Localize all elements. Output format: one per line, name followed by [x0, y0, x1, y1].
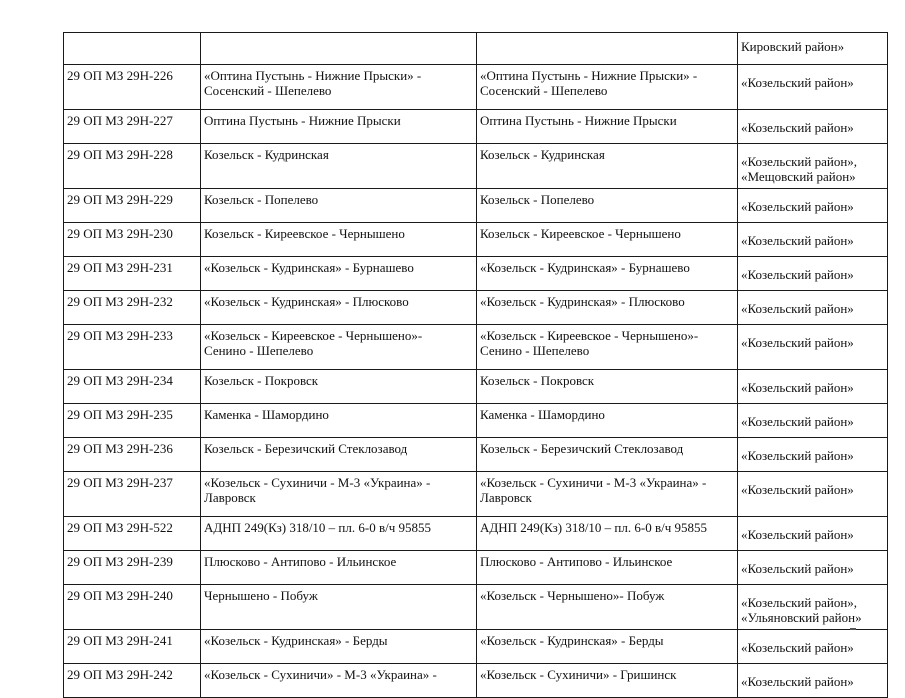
header-cell-desc [477, 33, 738, 65]
cell-name: «Оптина Пустынь - Нижние Прыски» - Сосенский - Шепелево [201, 65, 477, 110]
table-row [64, 664, 888, 698]
cell-description: «Козельск - Чернышено»- Побуж [477, 585, 738, 630]
cell-district: «Козельский район» [738, 257, 888, 291]
cell-code: 29 ОП МЗ 29Н-240 [64, 585, 201, 630]
table-row [64, 65, 888, 110]
cell-name: Каменка - Шамордино [201, 404, 477, 438]
cell-description: «Козельск - Сухиничи» - Гришинск [477, 664, 738, 698]
cell-district: «Козельский район» [738, 291, 888, 325]
cell-code: 29 ОП МЗ 29Н-227 [64, 110, 201, 144]
table-row [64, 223, 888, 257]
cell-code: 29 ОП МЗ 29Н-522 [64, 517, 201, 551]
cell-name: Чернышено - Побуж [201, 585, 477, 630]
cell-district: «Козельский район» [738, 370, 888, 404]
cell-name: «Козельск - Киреевское - Чернышено»- Сенино - Шепелево [201, 325, 477, 370]
cell-description: АДНП 249(Кз) 318/10 – пл. 6-0 в/ч 95855 [477, 517, 738, 551]
cell-code: 29 ОП МЗ 29Н-234 [64, 370, 201, 404]
cell-name: Оптина Пустынь - Нижние Прыски [201, 110, 477, 144]
table-row-header [64, 33, 888, 65]
cell-description: Козельск - Покровск [477, 370, 738, 404]
cell-code: 29 ОП МЗ 29Н-239 [64, 551, 201, 585]
cell-code: 29 ОП МЗ 29Н-228 [64, 144, 201, 189]
cell-code: 29 ОП МЗ 29Н-229 [64, 189, 201, 223]
cell-district: «Козельский район» [738, 404, 888, 438]
cell-district: «Козельский район» [738, 551, 888, 585]
cell-description: Козельск - Березичский Стеклозавод [477, 438, 738, 472]
table-row [64, 585, 888, 630]
cell-code: 29 ОП МЗ 29Н-235 [64, 404, 201, 438]
table-row [64, 472, 888, 517]
cell-description: Оптина Пустынь - Нижние Прыски [477, 110, 738, 144]
table-row [64, 517, 888, 551]
cell-name: Козельск - Кудринская [201, 144, 477, 189]
roads-table [63, 32, 888, 698]
cell-code: 29 ОП МЗ 29Н-231 [64, 257, 201, 291]
table-row [64, 257, 888, 291]
cell-district: «Козельский район» [738, 65, 888, 110]
cell-code: 29 ОП МЗ 29Н-233 [64, 325, 201, 370]
cell-name: «Козельск - Сухиничи - М-3 «Украина» - Лавровск [201, 472, 477, 517]
cell-district: «Козельский район» [738, 223, 888, 257]
cell-code: 29 ОП МЗ 29Н-230 [64, 223, 201, 257]
table-row [64, 404, 888, 438]
cell-description: Козельск - Кудринская [477, 144, 738, 189]
header-cell-name [201, 33, 477, 65]
table-row [64, 110, 888, 144]
cell-district: «Козельский район» [738, 325, 888, 370]
cell-description: «Оптина Пустынь - Нижние Прыски» - Сосенский - Шепелево [477, 65, 738, 110]
table-row [64, 325, 888, 370]
cell-district: «Козельский район» [738, 110, 888, 144]
cell-name: «Козельск - Кудринская» - Плюсково [201, 291, 477, 325]
cell-code: 29 ОП МЗ 29Н-241 [64, 630, 201, 664]
cell-description: Козельск - Киреевское - Чернышено [477, 223, 738, 257]
header-cell-district: Кировский район» [738, 33, 888, 65]
cell-description: «Козельск - Киреевское - Чернышено»- Сенино - Шепелево [477, 325, 738, 370]
cell-district: «Козельский район», «Мещовский район» [738, 144, 888, 189]
cell-name: Козельск - Березичский Стеклозавод [201, 438, 477, 472]
table-row [64, 370, 888, 404]
cell-code: 29 ОП МЗ 29Н-242 [64, 664, 201, 698]
cell-code: 29 ОП МЗ 29Н-226 [64, 65, 201, 110]
cell-code: 29 ОП МЗ 29Н-237 [64, 472, 201, 517]
cell-description: «Козельск - Кудринская» - Плюсково [477, 291, 738, 325]
cell-name: «Козельск - Сухиничи» - М-3 «Украина» - [201, 664, 477, 698]
table-body [64, 33, 888, 698]
cell-district: «Козельский район» [738, 664, 888, 698]
cell-name: АДНП 249(Кз) 318/10 – пл. 6-0 в/ч 95855 [201, 517, 477, 551]
cell-district: «Козельский район» [738, 630, 888, 664]
cell-name: Козельск - Покровск [201, 370, 477, 404]
cell-code: 29 ОП МЗ 29Н-232 [64, 291, 201, 325]
cell-description: Плюсково - Антипово - Ильинское [477, 551, 738, 585]
cell-description: «Козельск - Кудринская» - Бурнашево [477, 257, 738, 291]
table-row [64, 291, 888, 325]
cell-description: Каменка - Шамордино [477, 404, 738, 438]
cell-district: «Козельский район» [738, 438, 888, 472]
cell-district: «Козельский район» [738, 472, 888, 517]
cell-name: Козельск - Киреевское - Чернышено [201, 223, 477, 257]
header-cell-code [64, 33, 201, 65]
cell-description: «Козельск - Кудринская» - Берды [477, 630, 738, 664]
cell-district: «Козельский район» [738, 517, 888, 551]
cell-district: «Козельский район», «Ульяновский район» [738, 585, 888, 630]
table-row [64, 438, 888, 472]
cell-description: Козельск - Попелево [477, 189, 738, 223]
table-row [64, 551, 888, 585]
table-row [64, 189, 888, 223]
cell-name: «Козельск - Кудринская» - Берды [201, 630, 477, 664]
cell-code: 29 ОП МЗ 29Н-236 [64, 438, 201, 472]
cell-district: «Козельский район» [738, 189, 888, 223]
scan-mark [850, 628, 856, 630]
table-row [64, 144, 888, 189]
cell-name: Козельск - Попелево [201, 189, 477, 223]
cell-name: Плюсково - Антипово - Ильинское [201, 551, 477, 585]
cell-name: «Козельск - Кудринская» - Бурнашево [201, 257, 477, 291]
table-row [64, 630, 888, 664]
cell-description: «Козельск - Сухиничи - М-3 «Украина» - Лавровск [477, 472, 738, 517]
